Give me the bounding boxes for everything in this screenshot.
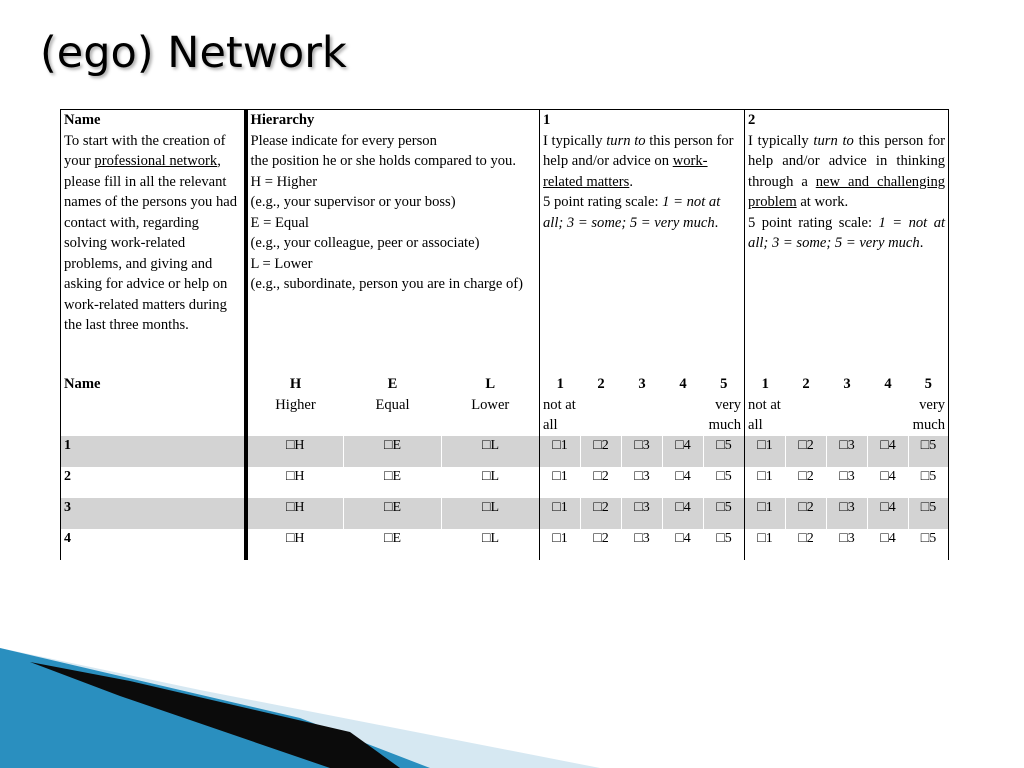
name-column-label: Name [61,374,246,395]
hierarchy-checkbox-l[interactable]: □L [442,529,540,560]
q1-checkbox-1[interactable]: □1 [540,529,581,560]
hierarchy-heading: Hierarchy [250,112,315,128]
q2-very-much: very much [912,396,946,433]
q1-checkbox-1[interactable]: □1 [540,436,581,467]
q1-checkbox-4[interactable]: □4 [663,529,704,560]
q1-checkbox-3[interactable]: □3 [622,436,663,467]
q1-checkbox-5[interactable]: □5 [704,467,745,498]
q1-work-related-matters: work-related matters [543,153,708,190]
q2-checkbox-5[interactable]: □5 [909,436,949,467]
hierarchy-line: the position he or she holds compared to you. [250,153,516,169]
hier-lower-label: Lower [471,396,510,413]
hier-h-label: H [289,376,302,392]
hierarchy-checkbox-l[interactable]: □L [442,467,540,498]
hierarchy-checkbox-e[interactable]: □E [344,467,442,498]
q2-checkbox-5[interactable]: □5 [909,529,949,560]
hierarchy-line: (e.g., your colleague, peer or associate) [250,235,480,251]
q1-checkbox-2[interactable]: □2 [581,529,622,560]
q2-checkbox-3[interactable]: □3 [827,498,868,529]
q2-scale-intro: 5 point rating scale: [748,214,879,231]
q2-checkbox-3[interactable]: □3 [827,529,868,560]
q1-checkbox-3[interactable]: □3 [622,467,663,498]
q2-scale-4: 4 [884,376,892,392]
q1-scale-4: 4 [679,376,687,392]
q1-text-2: this person for help and/or advice on [543,132,734,169]
q1-checkbox-1[interactable]: □1 [540,467,581,498]
row-label: 2 [61,467,246,498]
q2-scale-definition: 1 = not at all; 3 = some; 5 = very much [748,214,946,251]
q2-checkbox-2[interactable]: □2 [786,436,827,467]
hier-e-label: E [387,376,398,392]
q2-checkbox-1[interactable]: □1 [745,498,786,529]
q2-checkbox-1[interactable]: □1 [745,467,786,498]
q2-checkbox-5[interactable]: □5 [909,498,949,529]
q1-checkbox-5[interactable]: □5 [704,529,745,560]
name-heading: Name [64,112,101,128]
q1-text-3: . [629,173,633,190]
hierarchy-checkbox-e[interactable]: □E [344,529,442,560]
question-2-heading: 2 [748,112,756,128]
hierarchy-checkbox-h[interactable]: □H [285,468,305,484]
q1-turn-to: turn to [606,132,646,149]
q1-text-1: I typically [543,132,607,149]
hier-equal-label: Equal [375,396,410,413]
q1-checkbox-1[interactable]: □1 [540,498,581,529]
q2-checkbox-5[interactable]: □5 [909,467,949,498]
q2-checkbox-2[interactable]: □2 [786,529,827,560]
row-label: 4 [61,529,246,560]
q1-scale-intro: 5 point rating scale: [543,194,663,210]
q2-checkbox-2[interactable]: □2 [786,498,827,529]
q1-not-at-all: not at all [543,396,576,433]
question-1-heading: 1 [543,112,551,128]
hierarchy-checkbox-l[interactable]: □L [442,436,540,467]
q2-new-and-challenging-problem: new and challenging problem [748,173,946,210]
q2-scale-2: 2 [802,376,810,392]
q1-checkbox-4[interactable]: □4 [663,436,704,467]
q1-checkbox-4[interactable]: □4 [663,498,704,529]
q1-scale-5: 5 [720,376,728,392]
q2-checkbox-4[interactable]: □4 [868,498,909,529]
q2-text-5: . [919,235,924,251]
hierarchy-checkbox-l[interactable]: □L [442,498,540,529]
q2-text-3: at work. [796,194,849,210]
hierarchy-line: L = Lower [250,255,313,272]
q2-checkbox-1[interactable]: □1 [745,529,786,560]
hier-l-label: L [485,376,496,392]
hierarchy-line: (e.g., subordinate, person you are in charge of) [250,276,523,292]
q1-scale-definition: 1 = not at all; 3 = some; 5 = very much [543,194,721,231]
hierarchy-line: Please indicate for every person [250,132,437,149]
hierarchy-line: (e.g., your supervisor or your boss) [250,194,456,210]
hierarchy-checkbox-e[interactable]: □E [344,436,442,467]
q1-checkbox-2[interactable]: □2 [581,436,622,467]
q1-checkbox-4[interactable]: □4 [663,467,704,498]
q2-text-1: I typically [748,132,814,149]
q1-checkbox-2[interactable]: □2 [581,467,622,498]
q2-checkbox-4[interactable]: □4 [868,467,909,498]
row-label: 1 [61,436,246,467]
q2-checkbox-3[interactable]: □3 [827,436,868,467]
q1-text-5: . [714,214,719,231]
q1-checkbox-5[interactable]: □5 [704,436,745,467]
slide-title: (ego) Network [40,28,347,78]
q2-scale-3: 3 [843,376,851,392]
q2-checkbox-4[interactable]: □4 [868,529,909,560]
row-label: 3 [61,498,246,529]
q1-very-much: very much [708,396,742,433]
q2-turn-to: turn to [813,132,854,149]
q2-checkbox-2[interactable]: □2 [786,467,827,498]
q1-checkbox-5[interactable]: □5 [704,498,745,529]
q2-scale-5: 5 [909,374,949,395]
professional-network-text: professional network [94,153,218,169]
q1-scale-3: 3 [638,376,646,392]
hierarchy-checkbox-e[interactable]: □E [344,498,442,529]
q1-scale-1: 1 [540,374,581,395]
hierarchy-checkbox-h[interactable]: □H [246,436,344,467]
q1-checkbox-2[interactable]: □2 [581,498,622,529]
hierarchy-checkbox-h[interactable]: □H [285,530,305,546]
name-text-2: , please fill in all the relevant names of the persons you had contact with, regarding solving work-related problems, and giving and asking for advice or help on work-related matters during the last three months. [64,153,238,333]
q2-checkbox-3[interactable]: □3 [827,467,868,498]
q2-checkbox-1[interactable]: □1 [745,436,786,467]
hierarchy-line: H = Higher [250,173,318,190]
hier-higher-label: Higher [275,396,316,413]
q2-not-at-all: not at all [748,396,781,433]
name-text-1: To start with the creation of your [64,132,226,169]
q2-scale-1: 1 [745,374,786,395]
q1-checkbox-3[interactable]: □3 [622,529,663,560]
q2-text-2: this person for help and/or advice in thinking through a [748,132,946,190]
hierarchy-checkbox-h[interactable]: □H [246,498,344,529]
q1-scale-2: 2 [597,376,605,392]
q2-checkbox-4[interactable]: □4 [868,436,909,467]
hierarchy-line: E = Equal [250,214,309,231]
q1-checkbox-3[interactable]: □3 [622,498,663,529]
